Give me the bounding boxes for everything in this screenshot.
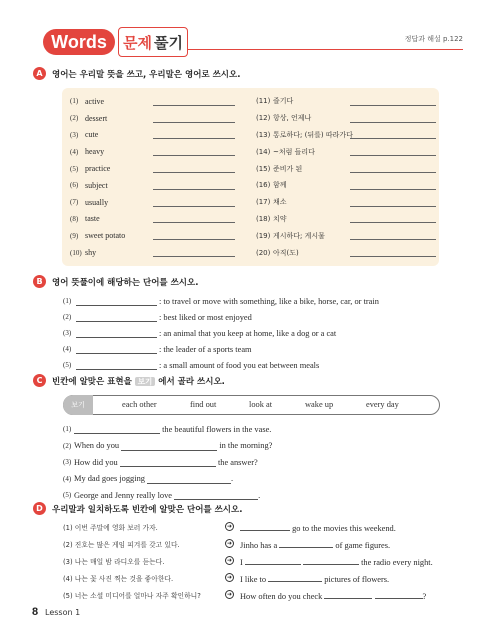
word-bank-option: each other	[122, 400, 157, 409]
definition-row	[63, 293, 379, 309]
sentence-pre: George and Jenny really love	[74, 490, 175, 500]
vocab-row	[70, 110, 125, 127]
section-c-badge: C	[33, 374, 46, 387]
definition-row	[63, 325, 379, 341]
translation-row	[63, 518, 463, 535]
answer-blank[interactable]	[153, 189, 235, 190]
arrow-icon: ➜	[226, 539, 233, 547]
english-part: of game figures.	[333, 540, 391, 550]
section-a-instruction: 영어는 우리말 뜻을 쓰고, 우리말은 영어로 쓰시오.	[52, 69, 241, 80]
vocab-number: (4)	[70, 147, 79, 156]
vocab-word: practice	[85, 164, 111, 174]
vocab-word: active	[85, 96, 105, 106]
arrow-icon: ➜	[226, 590, 233, 598]
vocab-number: (17)	[256, 198, 271, 207]
answer-reference: 정답과 해설 p.122	[404, 35, 463, 43]
section-d-list	[63, 518, 463, 603]
vocab-word: dessert	[85, 113, 108, 123]
english-part: pictures of flowers.	[322, 574, 390, 584]
vocab-row	[70, 211, 125, 228]
answer-blank[interactable]	[74, 424, 160, 434]
english-sentence	[240, 589, 426, 601]
sentence-number: (1)	[63, 425, 72, 434]
definition-row	[63, 357, 379, 373]
korean-sentence: (2) 진호는 많은 게임 피겨를 갖고 있다.	[63, 540, 180, 549]
vocab-row	[256, 194, 353, 211]
vocab-row	[256, 160, 353, 177]
vocab-number: (8)	[70, 214, 79, 223]
vocab-row	[256, 110, 353, 127]
problem-label-b: 풀기	[154, 33, 183, 52]
definition-text: : best liked or most enjoyed	[159, 312, 252, 322]
sentence-row	[63, 471, 272, 488]
arrow-icon: ➜	[226, 556, 233, 564]
answer-blank[interactable]	[350, 206, 436, 207]
answer-blank[interactable]	[350, 105, 436, 106]
vocab-number: (14)	[256, 147, 271, 156]
word-bank-option: find out	[190, 400, 217, 409]
vocab-word: shy	[85, 248, 97, 258]
page-header	[43, 25, 463, 63]
vocab-number: (16)	[256, 181, 271, 190]
vocab-row	[70, 227, 125, 244]
vocab-word: subject	[85, 180, 108, 190]
answer-blank[interactable]	[350, 122, 436, 123]
definition-row	[63, 341, 379, 357]
vocab-row	[70, 160, 125, 177]
vocab-number: (13)	[256, 130, 271, 139]
definition-number: (5)	[63, 361, 72, 369]
answer-blank[interactable]	[76, 312, 157, 322]
vocab-word: 항상, 언제나	[273, 114, 312, 123]
vocab-row	[70, 244, 125, 261]
section-b-badge: B	[33, 275, 46, 288]
answer-blank[interactable]	[324, 589, 372, 599]
word-bank-label: 보기	[63, 395, 93, 415]
english-sentence	[240, 555, 433, 567]
header-rule	[188, 49, 463, 50]
vocab-row	[256, 177, 353, 194]
word-bank-option: every day	[366, 400, 399, 409]
answer-blank[interactable]	[153, 122, 235, 123]
korean-sentence: (1) 이번 주말에 영화 보러 가자.	[63, 523, 158, 532]
answer-blank[interactable]	[350, 239, 436, 240]
translation-row	[63, 535, 463, 552]
answer-blank[interactable]	[268, 572, 322, 582]
answer-blank[interactable]	[350, 138, 436, 139]
vocab-row	[256, 211, 353, 228]
answer-blank[interactable]	[120, 457, 216, 467]
translation-row	[63, 569, 463, 586]
answer-blank[interactable]	[153, 206, 235, 207]
vocab-number: (1)	[70, 97, 79, 106]
section-a-title	[33, 67, 240, 80]
section-b-list	[63, 293, 379, 373]
english-sentence	[240, 538, 390, 550]
vocab-word: 채소	[273, 198, 287, 207]
translation-row	[63, 586, 463, 603]
section-b-title	[33, 275, 198, 288]
answer-blank[interactable]	[350, 172, 436, 173]
definition-number: (2)	[63, 313, 72, 321]
vocab-number: (11)	[256, 97, 271, 106]
sentence-number: (5)	[63, 491, 72, 500]
english-part: How often do you check	[240, 591, 325, 601]
english-part: the radio every night.	[358, 557, 433, 567]
answer-blank[interactable]	[76, 328, 157, 338]
vocab-word: usually	[85, 197, 109, 207]
section-c-list	[63, 421, 272, 504]
word-bank-box	[63, 395, 440, 415]
section-d-title	[33, 502, 242, 515]
korean-sentence: (4) 나는 꽃 사진 찍는 것을 좋아한다.	[63, 574, 174, 583]
vocab-number: (2)	[70, 114, 79, 123]
vocab-word: 함께	[273, 181, 287, 190]
english-part: I	[240, 557, 245, 567]
answer-blank[interactable]	[153, 105, 235, 106]
definition-number: (4)	[63, 345, 72, 353]
vocab-number: (18)	[256, 214, 271, 223]
vocab-word: cute	[85, 130, 99, 140]
vocab-row	[70, 127, 125, 144]
definition-row	[63, 309, 379, 325]
vocab-number: (10)	[70, 248, 82, 257]
answer-blank[interactable]	[279, 538, 333, 548]
sentence-number: (4)	[63, 474, 72, 483]
answer-blank[interactable]	[153, 172, 235, 173]
answer-blank[interactable]	[245, 555, 301, 565]
vocab-number: (19)	[256, 231, 271, 240]
answer-blank[interactable]	[147, 474, 234, 484]
vocab-row	[256, 143, 353, 160]
english-part: ?	[422, 591, 427, 601]
vocab-number: (20)	[256, 248, 271, 257]
sentence-post: .	[258, 490, 261, 500]
english-part: Jinho has a	[240, 540, 280, 550]
answer-blank[interactable]	[350, 256, 436, 257]
answer-blank[interactable]	[153, 138, 235, 139]
answer-blank[interactable]	[350, 222, 436, 223]
definition-number: (1)	[63, 297, 72, 305]
definition-number: (3)	[63, 329, 72, 337]
sentence-post: the beautiful flowers in the vase.	[160, 424, 272, 434]
section-b-instruction: 영어 뜻풀이에 해당하는 단어를 쓰시오.	[52, 277, 199, 288]
vocab-number: (5)	[70, 164, 79, 173]
vocab-row	[70, 93, 125, 110]
vocab-word: 통로하다; (뒤를) 따라가다	[273, 130, 353, 139]
english-part: I like to	[240, 574, 269, 584]
vocab-number: (9)	[70, 231, 79, 240]
sentence-number: (2)	[63, 441, 72, 450]
english-part: go to the movies this weekend.	[290, 523, 396, 533]
vocab-word: 게시하다; 게시물	[273, 231, 325, 240]
english-sentence	[240, 521, 396, 533]
sentence-row	[63, 421, 272, 438]
answer-blank[interactable]	[303, 555, 359, 565]
answer-blank[interactable]	[153, 256, 235, 257]
sentence-number: (3)	[63, 458, 72, 467]
answer-blank[interactable]	[76, 296, 157, 306]
section-d-instruction: 우리말과 일치하도록 빈칸에 알맞은 단어를 쓰시오.	[52, 504, 243, 515]
words-label: Words	[43, 29, 115, 55]
section-c-instruction-b: 에서 골라 쓰시오.	[158, 376, 225, 387]
vocab-word: taste	[85, 214, 100, 224]
problem-label	[118, 27, 188, 57]
sentence-post: .	[231, 474, 234, 484]
answer-blank[interactable]	[153, 222, 235, 223]
sentence-post: in the morning?	[217, 441, 273, 451]
vocab-row	[70, 194, 125, 211]
lesson-label: Lesson 1	[45, 608, 81, 617]
sentence-row	[63, 454, 272, 471]
word-bank-option: look at	[249, 400, 273, 409]
answer-blank[interactable]	[121, 441, 217, 451]
answer-blank[interactable]	[76, 344, 157, 354]
sentence-pre: How did you	[74, 457, 120, 467]
section-d-badge: D	[33, 502, 46, 515]
definition-text: : the leader of a sports team	[159, 344, 252, 354]
word-bank-option: wake up	[305, 400, 334, 409]
sentence-pre: When do you	[74, 441, 122, 451]
vocab-word: 준비가 된	[273, 164, 303, 173]
vocab-row	[70, 143, 125, 160]
section-a-right-column	[256, 93, 353, 261]
arrow-icon: ➜	[226, 522, 233, 530]
vocab-row	[70, 177, 125, 194]
definition-text: : an animal that you keep at home, like a dog or a cat	[159, 328, 337, 338]
definition-text: : to travel or move with something, like a bike, horse, car, or train	[159, 296, 379, 306]
vocab-word: heavy	[85, 147, 105, 157]
sentence-pre: My dad goes jogging	[74, 474, 148, 484]
vocab-row	[256, 127, 353, 144]
vocab-word: 치약	[273, 214, 287, 223]
answer-blank[interactable]	[153, 155, 235, 156]
arrow-icon: ➜	[226, 573, 233, 581]
translation-row	[63, 552, 463, 569]
section-a-box	[62, 88, 439, 266]
answer-blank[interactable]	[350, 155, 436, 156]
section-c-instruction	[52, 375, 225, 387]
section-a-badge: A	[33, 67, 46, 80]
answer-blank[interactable]	[153, 239, 235, 240]
korean-sentence: (3) 나는 매일 밤 라디오를 듣는다.	[63, 557, 165, 566]
page-number: 8	[32, 606, 39, 618]
answer-blank[interactable]	[174, 490, 261, 500]
vocab-number: (12)	[256, 114, 271, 123]
vocab-word: 즐기다	[273, 97, 294, 106]
section-c-instruction-highlight: 보기	[135, 377, 156, 386]
sentence-post: the answer?	[215, 457, 258, 467]
section-c-title	[33, 374, 225, 387]
vocab-number: (3)	[70, 130, 79, 139]
definition-text: : a small amount of food you eat between meals	[159, 360, 320, 370]
sentence-row	[63, 438, 272, 455]
problem-label-a: 문제	[123, 33, 152, 52]
answer-blank[interactable]	[375, 589, 423, 599]
answer-blank[interactable]	[350, 189, 436, 190]
vocab-row	[256, 93, 353, 110]
answer-blank[interactable]	[240, 521, 290, 531]
vocab-word: sweet potato	[85, 231, 126, 241]
vocab-row	[256, 227, 353, 244]
vocab-number: (15)	[256, 164, 271, 173]
vocab-word: 아직(도)	[273, 248, 299, 257]
section-c-instruction-a: 빈칸에 알맞은 표현을	[52, 376, 132, 387]
vocab-word: ~처럼 들리다	[273, 147, 315, 156]
vocab-number: (6)	[70, 181, 79, 190]
english-sentence	[240, 572, 389, 584]
vocab-row	[256, 244, 353, 261]
answer-blank[interactable]	[76, 360, 157, 370]
section-a-left-column	[70, 93, 125, 261]
vocab-number: (7)	[70, 198, 79, 207]
korean-sentence: (5) 너는 소셜 미디어를 얼마나 자주 확인하니?	[63, 591, 201, 600]
